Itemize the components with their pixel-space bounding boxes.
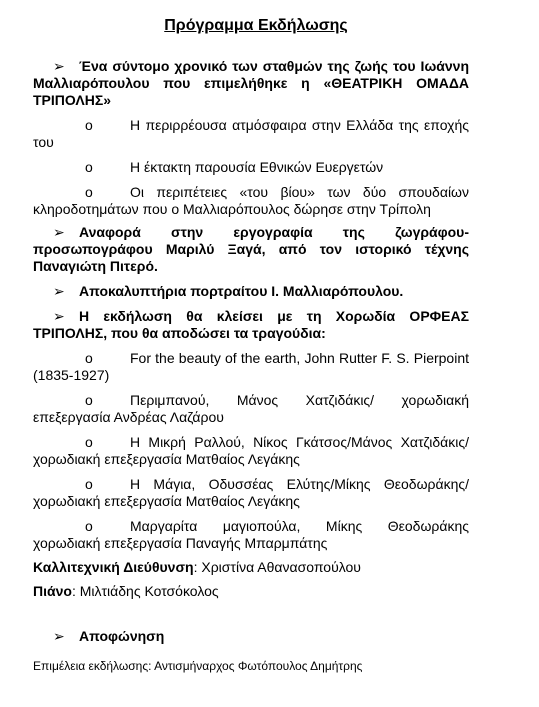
song-item-2: o Περιμπανού, Μάνος Χατζιδάκις/ χορωδιακή επεξεργασία Ανδρέας Λαζάρου	[33, 392, 469, 425]
program-subitem-1: o Η περιρρέουσα ατμόσφαιρα στην Ελλάδα της εποχής του	[33, 117, 469, 150]
arrow-bullet-icon: ➢	[53, 628, 65, 644]
credit-piano: Πιάνο: Μιλτιάδης Κοτσόκολος	[33, 583, 219, 599]
program-subitem-3: o Οι περιπέτειες «του βίου» των δύο σπουδαίων κληροδοτημάτων που ο Μαλλιαρόπουλος δώρησε στην Τρίπολη	[33, 184, 469, 217]
circle-bullet-icon: o	[85, 434, 93, 450]
page-title: Πρόγραμμα Εκδήλωσης	[164, 17, 348, 34]
arrow-bullet-icon: ➢	[53, 308, 65, 324]
program-item-1: ➢ Ένα σύντομο χρονικό των σταθμών της ζωής του Ιωάννη Μαλλιαρόπουλου που επιμελήθηκε η «ΘΕΑΤΡΙΚΗ ΟΜΑΔΑ ΤΡΙΠΟΛΗΣ»	[33, 58, 469, 108]
program-item-4: ➢ Η εκδήλωση θα κλείσει με τη Χορωδία ΟΡΦΕΑΣ ΤΡΙΠΟΛΗΣ, που θα αποδώσει τα τραγούδια:	[33, 308, 469, 341]
arrow-bullet-icon: ➢	[53, 58, 65, 74]
song-item-3: o Η Μικρή Ραλλού, Νίκος Γκάτσος/Μάνος Χατζιδάκις/ χορωδιακή επεξεργασία Ματθαίος Λεγάκης	[33, 434, 469, 467]
closing-item: ➢ Αποφώνηση	[53, 628, 165, 644]
footer-credit: Επιμέλεια εκδήλωσης: Αντισμήναρχος Φωτόπουλος Δημήτρης	[33, 659, 363, 673]
program-item-2: ➢ Αναφορά στην εργογραφία της ζωγράφου-προσωπογράφου Μαριλύ Ξαγά, από τον ιστορικό τέχνης Παναγιώτη Πιτερό.	[33, 224, 469, 274]
arrow-bullet-icon: ➢	[53, 283, 65, 299]
circle-bullet-icon: o	[85, 350, 93, 366]
credit-artistic-direction: Καλλιτεχνική Διεύθυνση: Χριστίνα Αθανασοπούλου	[33, 559, 361, 575]
circle-bullet-icon: o	[85, 184, 93, 200]
program-subitem-2: o Η έκτακτη παρουσία Εθνικών Ευεργετών	[85, 159, 384, 175]
song-item-4: o Η Μάγια, Οδυσσέας Ελύτης/Μίκης Θεοδωράκης/ χορωδιακή επεξεργασία Ματθαίος Λεγάκης	[33, 476, 469, 509]
circle-bullet-icon: o	[85, 117, 93, 133]
circle-bullet-icon: o	[85, 518, 93, 534]
song-item-1: o For the beauty of the earth, John Rutter F. S. Pierpoint (1835-1927)	[33, 350, 469, 383]
song-item-5: o Μαργαρίτα μαγιοπούλα, Μίκης Θεοδωράκης χορωδιακή επεξεργασία Παναγής Μπαρμπάτης	[33, 518, 469, 551]
circle-bullet-icon: o	[85, 392, 93, 408]
circle-bullet-icon: o	[85, 476, 93, 492]
program-item-3: ➢ Αποκαλυπτήρια πορτραίτου Ι. Μαλλιαρόπουλου.	[53, 283, 404, 299]
program-list	[33, 58, 469, 552]
arrow-bullet-icon: ➢	[53, 224, 65, 240]
circle-bullet-icon: o	[85, 159, 93, 175]
